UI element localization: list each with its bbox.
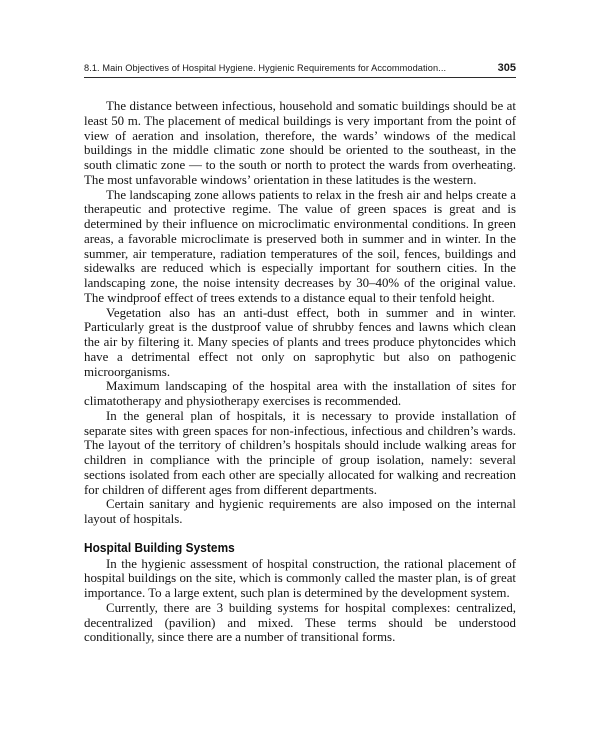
- page-number: 305: [497, 62, 516, 74]
- page-content: [84, 62, 516, 645]
- paragraph: Currently, there are 3 building systems for hospital complexes: centralized, decentralized (pavilion) and mixed. These terms should be understood conditionally, since there are a number of transitional forms.: [84, 600, 516, 645]
- paragraph: Vegetation also has an anti-dust effect, both in summer and in winter. Particularly great is the dustproof value of shrubby fences and lawns which clean the air by filtering it. Many species of plants and trees produce phytoncides which have a detrimental effect not only on saprophytic but also on pathogenic microorganisms.: [84, 305, 516, 379]
- paragraph: The landscaping zone allows patients to relax in the fresh air and helps create a therapeutic and protective regime. The value of green spaces is great and is determined by their influence on microclimatic environmental conditions. In green areas, a favorable microclimate is preserved both in summer and in winter. In the summer, air temperature, radiation temperatures of the soil, fences, buildings and sidewalks are reduced which is especially important for southern cities. In the landscaping zone, the noise intensity decreases by 30–40% of the original value. The windproof effect of trees extends to a distance equal to their tenfold height.: [84, 187, 516, 305]
- paragraph: Certain sanitary and hygienic requirements are also imposed on the internal layout of hospitals.: [84, 497, 516, 526]
- paragraph: In the general plan of hospitals, it is necessary to provide installation of separate sites with green spaces for non-infectious, infectious and children’s wards. The layout of the territory of children’s hospitals should include walking areas for children in compliance with the principle of group isolation, namely: several sections isolated from each other are specially allocated for walking and recreation for children of different ages from different departments.: [84, 408, 516, 497]
- body-text: [84, 99, 516, 645]
- paragraph: In the hygienic assessment of hospital construction, the rational placement of hospital buildings on the site, which is commonly called the master plan, is of great importance. To a large extent, such plan is determined by the development system.: [84, 556, 516, 600]
- section-heading: Hospital Building Systems: [84, 540, 235, 555]
- paragraph: The distance between infectious, household and somatic buildings should be at least 50 m. The placement of medical buildings is very important from the point of view of aeration and insolation, therefore, the wards’ windows of the medical buildings in the middle climatic zone should be oriented to the southeast, in the south climatic zone — to the south or north to protect the wards from overheating. The most unfavorable windows’ orientation in these latitudes is the western.: [84, 99, 516, 187]
- running-header-title: 8.1. Main Objectives of Hospital Hygiene. Hygienic Requirements for Accommodation...: [84, 63, 447, 73]
- paragraph: Maximum landscaping of the hospital area with the installation of sites for climatotherapy and physiotherapy exercises is recommended.: [84, 379, 516, 408]
- running-header: [84, 62, 516, 78]
